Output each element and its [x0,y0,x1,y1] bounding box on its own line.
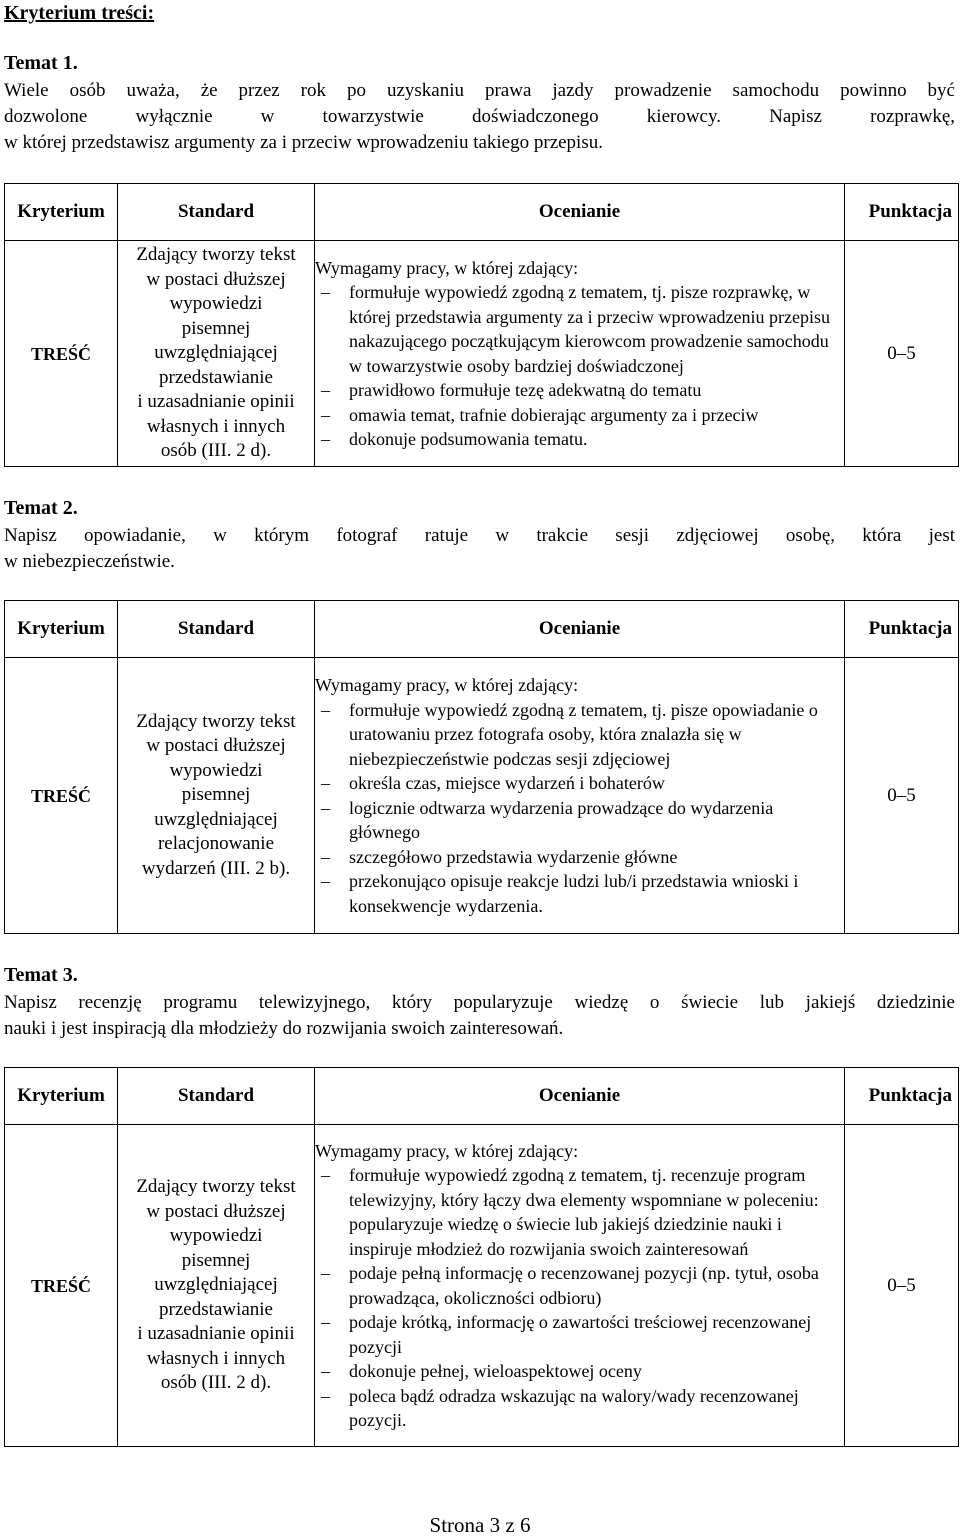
topic-2-title: Temat 2. [4,497,78,519]
standard-line: i uzasadnianie opinii [137,391,295,413]
assessment-item: – formułuje wypowiedź zgodną z tematem, tj. pisze rozprawkę, w której przedstawia argumenty za i przeciw wprowadzeniu przepisu nakazującego początkującym kierowcom prowadzenie samochodu w towarzystwie osoby bardziej doświadczonej [315,280,844,378]
topic-2-rubric-table [4,600,959,934]
standard-line: pisemnej [181,784,251,806]
assessment-item: – prawidłowo formułuje tezę adekwatną do tematu [315,378,844,403]
assessment-item: – poleca bądź odradza wskazując na walory/wady recenzowanej pozycji. [315,1384,844,1433]
standard-line: wydarzeń (III. 2 b). [141,857,291,879]
header-kryterium: Kryterium [5,1068,118,1125]
assessment-item: – formułuje wypowiedź zgodną z tematem, tj. recenzuje program telewizyjny, który łączy dwa elementy wspomniane w poleceniu: popularyzuje wiedzę o świecie lub jakiejś dziedzinie nauki i inspiruje młodzież do rozwijania swoich zainteresowań [315,1163,844,1261]
assessment-list [315,280,844,452]
criterion-cell: TREŚĆ [5,241,118,467]
standard-line: osób (III. 2 d). [160,1372,272,1394]
header-standard: Standard [118,184,315,241]
topic-3-prompt-line: Napisz recenzję programu telewizyjnego, który popularyzuje wiedzę o świecie lub jakiejś dziedzinie [4,992,955,1013]
topic-2-prompt [4,523,955,575]
standard-line: i uzasadnianie opinii [137,1323,295,1345]
assessment-item: – określa czas, miejsce wydarzeń i bohaterów [315,771,844,796]
points-cell: 0–5 [845,241,959,467]
assessment-list [315,698,844,919]
rubric-row [5,241,959,467]
assessment-intro: Wymagamy pracy, w której zdający: [315,1140,579,1161]
header-standard: Standard [118,601,315,658]
header-standard: Standard [118,1068,315,1125]
topic-3-prompt-line: nauki i jest inspiracją dla młodzieży do rozwijania swoich zainteresowań. [4,1018,564,1039]
criterion-cell: TREŚĆ [5,658,118,934]
assessment-item: – podaje krótką, informację o zawartości treściowej recenzowanej pozycji [315,1310,844,1359]
header-kryterium: Kryterium [5,601,118,658]
assessment-intro: Wymagamy pracy, w której zdający: [315,675,579,695]
standard-line: przedstawianie [159,366,273,388]
standard-line: uwzględniającej [154,1274,278,1296]
topic-1-title: Temat 1. [4,52,78,74]
standard-line: Zdający tworzy tekst [136,710,296,732]
topic-3-prompt [4,990,955,1042]
standard-cell [118,241,315,467]
assessment-item: – dokonuje pełnej, wieloaspektowej oceny [315,1359,844,1384]
standard-line: wypowiedzi [169,1225,263,1247]
standard-line: pisemnej [181,317,251,339]
standard-line: Zdający tworzy tekst [136,244,296,266]
topic-2-prompt-line: Napisz opowiadanie, w którym fotograf ratuje w trakcie sesji zdjęciowej osobę, która jest [4,525,955,546]
header-kryterium: Kryterium [5,184,118,241]
points-cell: 0–5 [845,1125,959,1447]
standard-line: uwzględniającej [154,808,278,830]
standard-line: wypowiedzi [169,759,263,781]
section-heading: Kryterium treści: [4,2,155,24]
assessment-cell [315,658,845,934]
standard-line: własnych i innych [146,1347,286,1369]
header-ocenianie: Ocenianie [315,184,845,241]
standard-line: pisemnej [181,1249,251,1271]
assessment-item: – omawia temat, trafnie dobierając argumenty za i przeciw [315,403,844,428]
standard-cell [118,658,315,934]
header-punktacja: Punktacja [845,1068,959,1125]
header-punktacja: Punktacja [845,601,959,658]
assessment-item: – podaje pełną informację o recenzowanej pozycji (np. tytuł, osoba prowadząca, okoliczności odbioru) [315,1261,844,1310]
points-cell: 0–5 [845,658,959,934]
standard-line: własnych i innych [146,415,286,437]
standard-line: przedstawianie [159,1298,273,1320]
rubric-header-row [5,1068,959,1125]
rubric-header-row [5,184,959,241]
rubric-row [5,1125,959,1447]
page-number: Strona 3 z 6 [429,1513,531,1537]
assessment-item: – szczegółowo przedstawia wydarzenie główne [315,845,844,870]
assessment-item: – logicznie odtwarza wydarzenia prowadzące do wydarzenia głównego [315,796,844,845]
standard-line: w postaci dłuższej [146,268,286,290]
topic-3-title: Temat 3. [4,964,78,986]
topic-3-rubric-table [4,1067,959,1447]
assessment-list [315,1163,844,1433]
standard-line: w postaci dłuższej [146,735,286,757]
standard-line: wypowiedzi [169,293,263,315]
standard-line: osób (III. 2 d). [160,440,272,462]
assessment-item: – dokonuje podsumowania tematu. [315,427,844,452]
header-ocenianie: Ocenianie [315,1068,845,1125]
criterion-cell: TREŚĆ [5,1125,118,1447]
standard-line: relacjonowanie [157,833,275,855]
assessment-cell [315,241,845,467]
assessment-cell [315,1125,845,1447]
topic-1-prompt-line: w której przedstawisz argumenty za i przeciw wprowadzeniu takiego przepisu. [4,132,603,153]
rubric-row [5,658,959,934]
assessment-item: – formułuje wypowiedź zgodną z tematem, tj. pisze opowiadanie o uratowaniu przez fotografa osoby, która znalazła się w niebezpieczeństwie podczas sesji zdjęciowej [315,698,844,772]
header-punktacja: Punktacja [845,184,959,241]
standard-line: Zdający tworzy tekst [136,1176,296,1198]
assessment-intro: Wymagamy pracy, w której zdający: [315,257,579,278]
topic-1-prompt-line: Wiele osób uważa, że przez rok po uzyskaniu prawa jazdy prowadzenie samochodu powinno być [4,80,955,101]
topic-2-prompt-line: w niebezpieczeństwie. [4,551,175,572]
standard-line: uwzględniającej [154,342,278,364]
header-ocenianie: Ocenianie [315,601,845,658]
rubric-header-row [5,601,959,658]
topic-1-prompt [4,78,955,156]
topic-1-rubric-table [4,183,959,467]
standard-cell [118,1125,315,1447]
standard-line: w postaci dłuższej [146,1200,286,1222]
topic-1-prompt-line: dozwolone wyłącznie w towarzystwie doświadczonego kierowcy. Napisz rozprawkę, [4,106,955,127]
assessment-item: – przekonująco opisuje reakcje ludzi lub/i przedstawia wnioski i konsekwencje wydarzenia. [315,869,844,918]
